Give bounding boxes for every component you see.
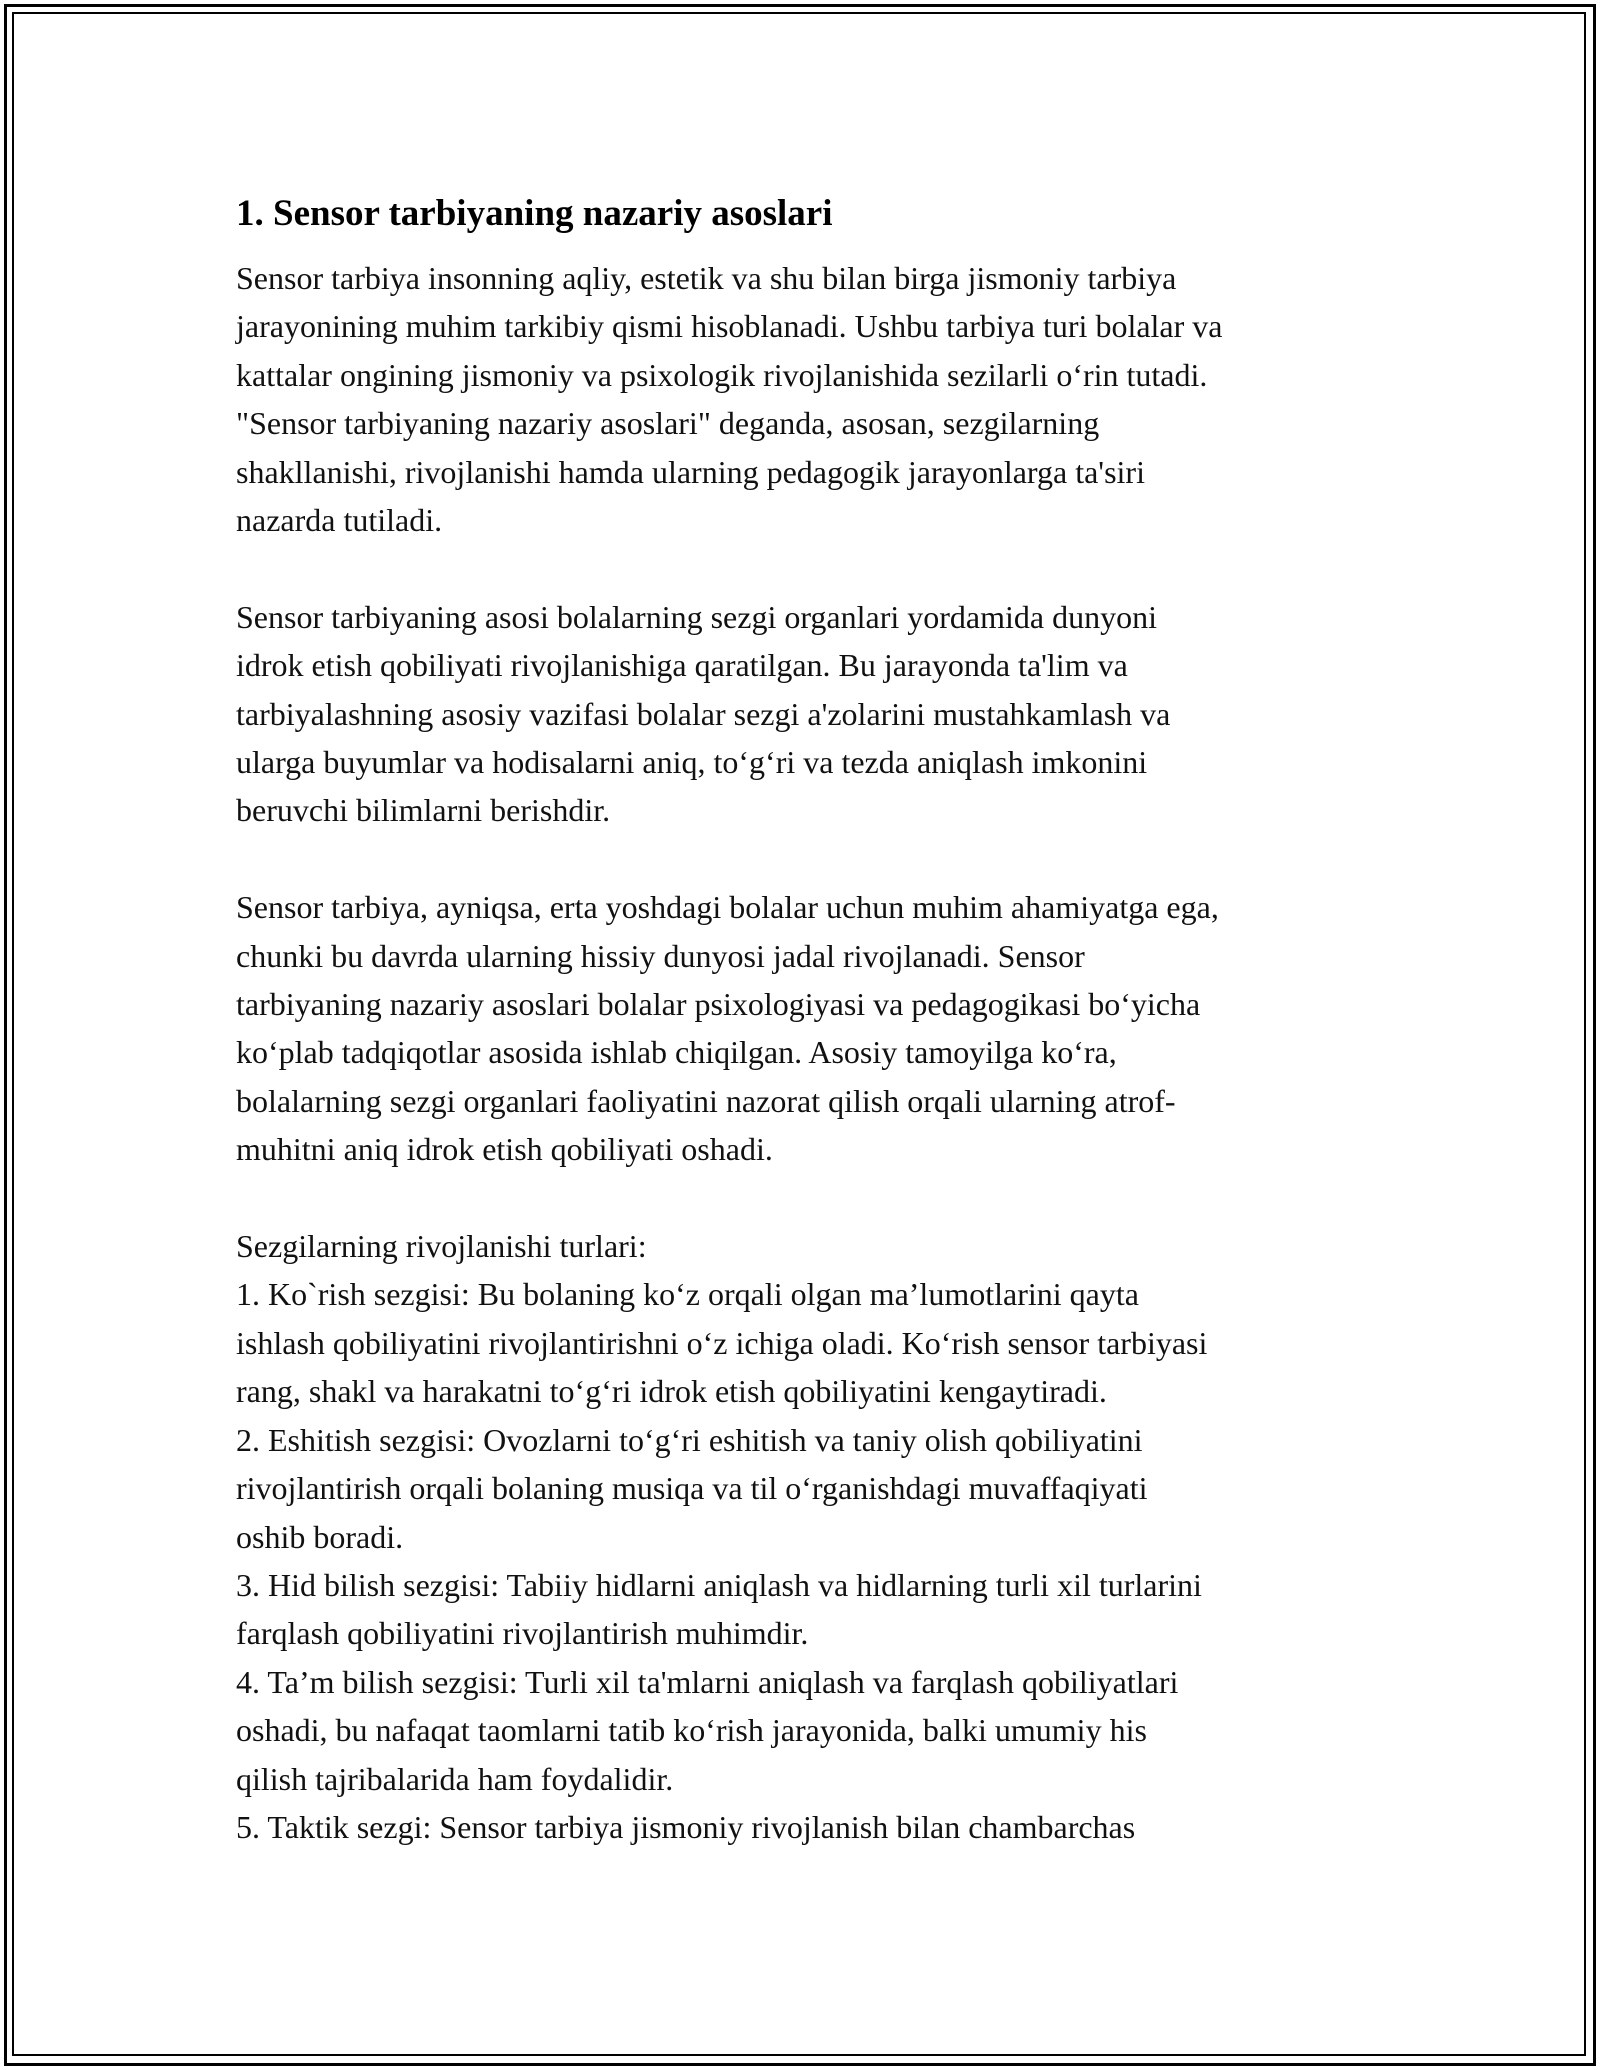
list-item-line: rivojlantirish orqali bolaning musiqa va til o‘rganishdagi muvaffaqiyati: [236, 1470, 1148, 1507]
paragraph-line: muhitni aniq idrok etish qobiliyati oshadi.: [236, 1131, 773, 1168]
list-item-line: 4. Ta’m bilish sezgisi: Turli xil ta'mlarni aniqlash va farqlash qobiliyatlari: [236, 1663, 1179, 1700]
paragraph-line: beruvchi bilimlarni berishdir.: [236, 792, 611, 829]
paragraph-line: nazarda tutiladi.: [236, 502, 443, 539]
list-item-line: farqlash qobiliyatini rivojlantirish muhimdir.: [236, 1615, 809, 1652]
paragraph-1: [236, 254, 1376, 544]
paragraph-line: bolalarning sezgi organlari faoliyatini nazorat qilish orqali ularning atrof-: [236, 1082, 1176, 1119]
paragraph-line: ularga buyumlar va hodisalarni aniq, to‘g‘ri va tezda aniqlash imkonini: [236, 744, 1148, 781]
list-item-line: rang, shakl va harakatni to‘g‘ri idrok etish qobiliyatini kengaytiradi.: [236, 1373, 1107, 1410]
document-body: [236, 188, 1376, 1851]
paragraph-line: tarbiyaning nazariy asoslari bolalar psixologiyasi va pedagogikasi bo‘yicha: [236, 986, 1201, 1023]
list-item-line: ishlash qobiliyatini rivojlantirishni o‘z ichiga oladi. Ko‘rish sensor tarbiyasi: [236, 1324, 1208, 1361]
paragraph-line: shakllanishi, rivojlanishi hamda ularning pedagogik jarayonlarga ta'siri: [236, 453, 1145, 490]
paragraph-2: [236, 593, 1376, 835]
paragraph-3: [236, 883, 1376, 1173]
paragraph-line: Sensor tarbiya, ayniqsa, erta yoshdagi bolalar uchun muhim ahamiyatga ega,: [236, 889, 1219, 926]
list-item-line: qilish tajribalarida ham foydalidir.: [236, 1760, 674, 1797]
paragraph-line: "Sensor tarbiyaning nazariy asoslari" deganda, asosan, sezgilarning: [236, 405, 1100, 442]
paragraph-line: chunki bu davrda ularning hissiy dunyosi jadal rivojlanadi. Sensor: [236, 937, 1085, 974]
list-item-line: 1. Ko`rish sezgisi: Bu bolaning ko‘z orqali olgan ma’lumotlarini qayta: [236, 1276, 1139, 1313]
paragraph-line: tarbiyalashning asosiy vazifasi bolalar sezgi a'zolarini mustahkamlash va: [236, 695, 1171, 732]
paragraph-line: idrok etish qobiliyati rivojlanishiga qaratilgan. Bu jarayonda ta'lim va: [236, 647, 1128, 684]
list-item-line: 2. Eshitish sezgisi: Ovozlarni to‘g‘ri eshitish va taniy olish qobiliyatini: [236, 1421, 1143, 1458]
paragraph-line: Sensor tarbiya insonning aqliy, estetik va shu bilan birga jismoniy tarbiya: [236, 260, 1177, 296]
list-item-line: 5. Taktik sezgi: Sensor tarbiya jismoniy rivojlanish bilan chambarchas: [236, 1808, 1136, 1845]
paragraph-line: jarayonining muhim tarkibiy qismi hisoblanadi. Ushbu tarbiya turi bolalar va: [236, 308, 1223, 345]
paragraph-line: ko‘plab tadqiqotlar asosida ishlab chiqilgan. Asosiy tamoyilga ko‘ra,: [236, 1034, 1117, 1071]
list-item-line: oshib boradi.: [236, 1518, 404, 1555]
senses-list: [236, 1222, 1376, 1851]
list-heading: Sezgilarning rivojlanishi turlari:: [236, 1228, 647, 1265]
document-title: 1. Sensor tarbiyaning nazariy asoslari: [236, 193, 833, 234]
paragraph-line: kattalar ongining jismoniy va psixologik rivojlanishida sezilarli o‘rin tutadi.: [236, 356, 1208, 393]
list-item-line: oshadi, bu nafaqat taomlarni tatib ko‘rish jarayonida, balki umumiy his: [236, 1712, 1147, 1749]
paragraph-line: Sensor tarbiyaning asosi bolalarning sezgi organlari yordamida dunyoni: [236, 598, 1157, 635]
list-item-line: 3. Hid bilish sezgisi: Tabiiy hidlarni aniqlash va hidlarning turli xil turlarini: [236, 1566, 1202, 1603]
